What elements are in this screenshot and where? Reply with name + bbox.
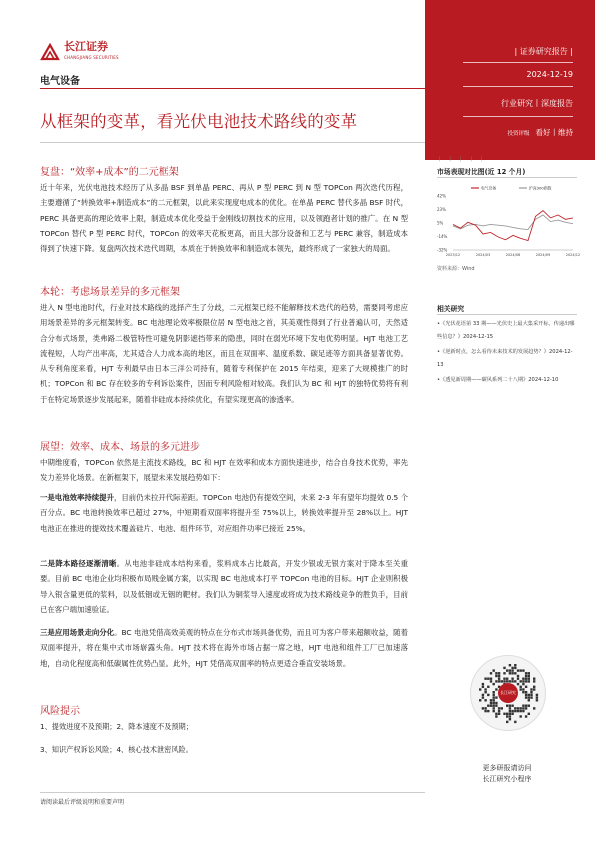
report-category: 行业研究丨深度报告 (501, 99, 573, 108)
qr-module (522, 688, 524, 690)
qr-module (495, 680, 497, 682)
qr-module (482, 694, 484, 696)
trend-lead: 三是应用场景走向分化 (40, 628, 115, 637)
qr-module (522, 710, 524, 712)
trend-lead: 二是降本路径逐渐清晰 (40, 559, 117, 568)
logo-mark-icon (40, 43, 60, 61)
qr-module (517, 678, 519, 680)
qr-module (528, 713, 530, 715)
x-tick-label: 2024/12 (565, 253, 581, 257)
panel-divider (463, 62, 573, 63)
series-line (453, 215, 573, 230)
qr-module (482, 686, 484, 688)
qr-module (490, 680, 492, 682)
report-title: 从框架的变革，看光伏电池技术路线的变革 (40, 112, 358, 131)
qr-module (525, 705, 527, 707)
trend-text: 。从电池非硅成本结构来看，浆料成本占比最高，开发少银或无银方案对于降本至关重要。目前 BC 电池企业均积极布局贱金属方案，以实现 BC 电池成本打平 TOPCon 电池的目标。HJT 企业则积极导入银含量更低的浆料，以及低铟或无铟的靶材。我们认为铜浆导入速度或将成为技术路线竞争的胜负手，目前已在客户端加速验证。 (40, 559, 408, 614)
qr-module (509, 672, 511, 674)
qr-module (528, 705, 530, 707)
qr-module (482, 696, 484, 698)
qr-module (511, 713, 513, 715)
logo-name: 长江证券 (64, 40, 108, 53)
qr-module (482, 683, 484, 685)
qr-caption: 更多研报请访问 (482, 764, 532, 772)
qr-module (506, 713, 508, 715)
qr-module (506, 721, 508, 723)
related-divider (437, 314, 577, 315)
related-report-link[interactable]: •《逆新时点，怎么看待未来技术的发展趋势？》2024-12-13 (437, 349, 573, 368)
y-tick-label: 23% (437, 207, 446, 212)
footer-divider (40, 792, 425, 793)
qr-module (511, 705, 513, 707)
qr-module (511, 680, 513, 682)
trend-text: 。BC 电池凭借高效美观的特点在分布式市场具备优势，而且可为客户带来超额收益，随着双面率提升，将在集中式市场崭露头角。HJT 技术将在海外市场占据一席之地，HJT 电池和组件工厂已加速落地，自动化程度高和低碳属性优势凸显。此外，HJT 凭借高双面率的特点更适合垂直安装场景。 (40, 628, 408, 668)
section-paragraph: 近十年来，光伏电池技术经历了从多晶 BSF 到单晶 PERC、再从 P 型 PERC 到 N 型 TOPCon 两次迭代历程，主要遵循了“转换效率+制造成本”的二元框架，以此来实现度电成本的优化。在单晶 PERC 替代多晶 BSF 时代，PERC 具备更高的理论效率上限，制造成本优化受益于金刚线切割技术的应用，以及领跑者计划的推广。在 N 型 TOPCon 替代 P 型 PERC 时代，TOPCon 的效率天花板更高，而且大部分设备和工艺与 PERC 兼容，制造成本得到了快速下降。复盘两次技术迭代周期，本质在于转换效率和制造成本领先，最终形成了一家独大的局面。 (40, 183, 408, 254)
qr-module (525, 686, 527, 688)
qr-module (520, 715, 522, 717)
qr-module (479, 688, 481, 690)
disclaimer-note: 请阅读最后评级说明和重要声明 (40, 799, 125, 806)
qr-module (498, 672, 500, 674)
qr-module (520, 686, 522, 688)
qr-module (484, 678, 486, 680)
qr-module (487, 678, 489, 680)
qr-module (495, 675, 497, 677)
qr-module (501, 680, 503, 682)
cut-chart-text: 丨 丨 丨 丨 丨 (437, 157, 487, 163)
qr-module (520, 680, 522, 682)
qr-module (533, 680, 535, 682)
logo-english: CHANGJIANG SECURITIES (64, 55, 119, 60)
chart-divider (437, 177, 577, 178)
qr-module (525, 680, 527, 682)
qr-module (533, 688, 535, 690)
x-tick-label: 2024/03 (475, 253, 491, 257)
qr-module (522, 669, 524, 671)
qr-module (498, 675, 500, 677)
qr-module (509, 664, 511, 666)
qr-module (522, 707, 524, 709)
qr-module (495, 705, 497, 707)
qr-module (490, 702, 492, 704)
qr-module (495, 715, 497, 717)
qr-module (498, 713, 500, 715)
qr-module (503, 713, 505, 715)
qr-module (498, 678, 500, 680)
qr-module (536, 699, 538, 701)
x-tick-label: 2023/12 (445, 253, 461, 257)
y-tick-label: 5% (437, 220, 444, 226)
related-heading: 相关研究 (437, 305, 465, 313)
qr-module (509, 713, 511, 715)
qr-module (490, 699, 492, 701)
panel-divider (463, 116, 573, 117)
qr-module (514, 680, 516, 682)
qr-module (522, 680, 524, 682)
qr-module (528, 675, 530, 677)
report-info-panel (425, 0, 595, 160)
qr-module (503, 667, 505, 669)
qr-module (514, 707, 516, 709)
section-heading: 本轮：考虑场景差异的多元框架 (40, 287, 180, 298)
qr-module (490, 705, 492, 707)
qr-module (530, 696, 532, 698)
qr-module (520, 707, 522, 709)
related-report-link[interactable]: •《光伏花语第 33 期——光伏史上最大集采开标，传递出哪些信息？》2024-12-15 (437, 321, 575, 340)
company-logo (40, 42, 165, 62)
qr-module (493, 710, 495, 712)
qr-caption: 长江研究小程序 (482, 775, 532, 783)
trend-paragraph (40, 490, 408, 536)
qr-module (514, 664, 516, 666)
series-line (453, 211, 573, 241)
report-date: 2024-12-19 (526, 70, 573, 79)
qr-module (493, 702, 495, 704)
qr-module (528, 696, 530, 698)
qr-module (484, 707, 486, 709)
qr-module (487, 710, 489, 712)
qr-module (517, 683, 519, 685)
qr-module (487, 694, 489, 696)
y-tick-label: 42% (437, 193, 446, 199)
qr-module (498, 710, 500, 712)
qr-module (525, 696, 527, 698)
related-report-link[interactable]: •《透见新周期——碳风系列二十八期》2024-12-10 (437, 377, 559, 383)
qr-module (525, 675, 527, 677)
qr-module (484, 699, 486, 701)
qr-module (509, 710, 511, 712)
legend-label: 电气设备 (481, 185, 497, 191)
qr-module (517, 707, 519, 709)
section-heading: 展望：效率、成本、场景的多元进步 (40, 442, 200, 453)
report-type: | 证券研究报告 | (514, 47, 573, 56)
qr-module (511, 669, 513, 671)
qr-module (493, 707, 495, 709)
qr-module (493, 694, 495, 696)
industry-label: 电气设备 (40, 76, 80, 87)
qr-module (517, 669, 519, 671)
qr-module (506, 669, 508, 671)
qr-module (495, 702, 497, 704)
risk-item: 1、提效进度不及预期；2、降本速度不及预期； (40, 722, 193, 731)
qr-module (517, 675, 519, 677)
qr-module (511, 672, 513, 674)
header-divider (40, 88, 425, 89)
qr-module (525, 678, 527, 680)
section-heading: 复盘：“效率+成本”的二元框架 (40, 167, 179, 178)
qr-module (509, 718, 511, 720)
qr-module (509, 669, 511, 671)
qr-module (509, 715, 511, 717)
risk-heading: 风险提示 (40, 706, 80, 717)
qr-module (528, 699, 530, 701)
trend-lead: 一是电池效率持续提升 (40, 493, 114, 502)
section-paragraph: 中期维度看，TOPCon 依然是主流技术路线，BC 和 HJT 在效率和成本方面快速进步，结合自身技术优势，率先发力差异化场景。在新框架下，展望未来发展趋势如下： (40, 458, 408, 483)
qr-module (495, 713, 497, 715)
qr-module (528, 672, 530, 674)
section-paragraph: 进入 N 型电池时代，行业对技术路线的选择产生了分歧，二元框架已经不能解释技术迭代的趋势，需要同考虑应用场景差异的多元框架转变。BC 电池理论效率极限位居 N 型电池之首，其美观性得到了行业普遍认可，天然适合分布式场景，类弗路二极管特性可避免阴影遮挡带来的隐患，同时在弱光环境下发电优势明显。HJT 电池工艺流程短，人均产出率高，尤其适合人力成本高的地区，而且在双面率、温度系数、碳足迹等方面具备显著优势。从专利角度来看，HJT 专利最早由日本三洋公司持有，随着专利保护在 2015 年结束，迎来了大规模推广的时机；TOPCon 和 BC 存在较多的专利诉讼案件，因而专利风险相对较高。我们认为 BC 和 HJT 的独特优势将有利于在特定场景逐步发展起来，随着非硅成本持续优化，有望实现更高的渗透率。 (40, 303, 408, 404)
performance-line-chart (437, 182, 581, 262)
qr-module (498, 680, 500, 682)
panel-divider (463, 86, 573, 87)
x-tick-label: 2024/09 (535, 253, 551, 257)
qr-module (498, 707, 500, 709)
qr-module (493, 669, 495, 671)
qr-module (514, 672, 516, 674)
qr-module (484, 710, 486, 712)
qr-module (493, 683, 495, 685)
qr-module (495, 696, 497, 698)
qr-module (503, 678, 505, 680)
title-divider (40, 142, 425, 143)
rating-value: 看好丨维持 (535, 128, 573, 137)
qr-module (536, 694, 538, 696)
qr-module (536, 696, 538, 698)
qr-module (511, 710, 513, 712)
qr-module (484, 688, 486, 690)
rating-line (507, 127, 573, 138)
qr-module (495, 672, 497, 674)
qr-module (511, 667, 513, 669)
legend-label: 沪深300指数 (529, 185, 552, 191)
qr-module (528, 680, 530, 682)
qr-module (514, 710, 516, 712)
qr-module (479, 699, 481, 701)
qr-module (493, 696, 495, 698)
trend-paragraph (40, 556, 408, 617)
qr-module (533, 678, 535, 680)
qr-module (525, 691, 527, 693)
qr-module (520, 710, 522, 712)
qr-module (490, 672, 492, 674)
qr-module (509, 707, 511, 709)
qr-module (493, 705, 495, 707)
qr-module (533, 707, 535, 709)
qr-center-logo: 长江研究 (498, 683, 518, 703)
qr-module (514, 721, 516, 723)
qr-module (520, 688, 522, 690)
qr-module (522, 678, 524, 680)
qr-module (511, 678, 513, 680)
qr-module (522, 705, 524, 707)
qr-module (490, 678, 492, 680)
qr-module (525, 672, 527, 674)
qr-module (528, 678, 530, 680)
y-tick-label: -32% (437, 247, 448, 253)
qr-module (528, 694, 530, 696)
qr-module (530, 691, 532, 693)
rating-label: 投资评级 (507, 131, 530, 137)
qr-module (514, 667, 516, 669)
trend-text: ，目前仍未拉开代际差距。TOPCon 电池仍有提效空间，未来 2-3 年有望年均提效 0.5 个百分点。BC 电池转换效率已超过 27%，中短期看双面率将提升至 75%以上，转换效率提升至 28%以上。HJT 电池正在推进的提效技术覆盖硅片、电池、组件环节，对应组件功率已接近 25%。 (40, 493, 408, 533)
qr-module (484, 691, 486, 693)
qr-module (506, 705, 508, 707)
qr-module (525, 694, 527, 696)
x-tick-label: 2024/06 (505, 253, 521, 257)
qr-module (509, 705, 511, 707)
qr-module (493, 699, 495, 701)
qr-module (522, 683, 524, 685)
qr-module (522, 691, 524, 693)
qr-module (503, 672, 505, 674)
y-tick-label: -14% (437, 234, 448, 239)
qr-module (517, 710, 519, 712)
qr-module (506, 678, 508, 680)
qr-module (493, 691, 495, 693)
qr-module (501, 707, 503, 709)
qr-module (506, 715, 508, 717)
qr-module (520, 669, 522, 671)
trend-paragraph (40, 625, 408, 671)
qr-module (487, 686, 489, 688)
qr-module (525, 707, 527, 709)
risk-item: 3、知识产权诉讼风险；4、核心技术泄密风险。 (40, 745, 193, 754)
chart-source: 资料来源：Wind (437, 266, 475, 272)
qr-module (533, 686, 535, 688)
chart-title: 市场表现对比图(近 12 个月) (437, 168, 526, 176)
qr-module (530, 688, 532, 690)
mini-program-qr-code[interactable] (470, 655, 546, 731)
qr-module (482, 707, 484, 709)
qr-module (487, 705, 489, 707)
qr-module (525, 715, 527, 717)
qr-module (530, 694, 532, 696)
